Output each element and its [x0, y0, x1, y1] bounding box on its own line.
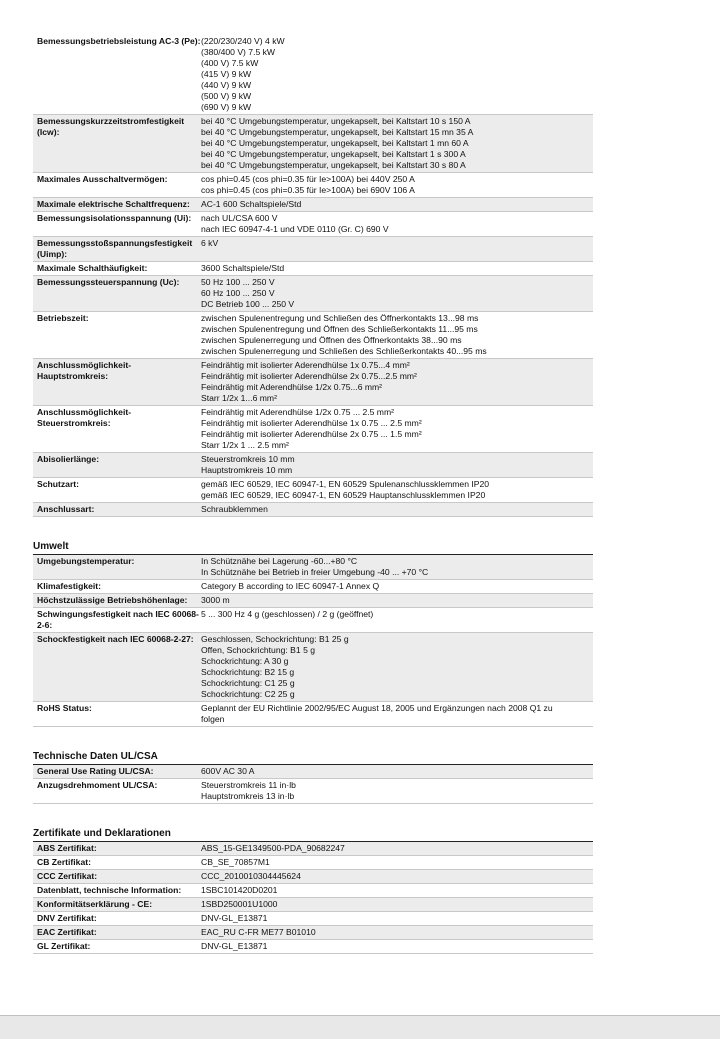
row-label: ABS Zertifikat:: [37, 843, 97, 853]
table-row: [33, 898, 593, 912]
value-line: (380/400 V) 7.5 kW: [201, 47, 276, 57]
table-row: [33, 779, 593, 804]
section-title: Zertifikate und Deklarationen: [33, 828, 593, 842]
section-title: Umwelt: [33, 541, 593, 555]
value-line: bei 40 °C Umgebungstemperatur, ungekapselt, bei Kaltstart 10 s 150 A: [201, 116, 471, 126]
value-line: (500 V) 9 kW: [201, 91, 252, 101]
value-line: bei 40 °C Umgebungstemperatur, ungekapselt, bei Kaltstart 1 mn 60 A: [201, 138, 469, 148]
value-line: DNV-GL_E13871: [201, 941, 268, 951]
value-line: 3600 Schaltspiele/Std: [201, 263, 285, 273]
row-value: [201, 115, 593, 172]
row-value: [201, 870, 593, 883]
table-row: [33, 173, 593, 198]
value-line: In Schütznähe bei Betrieb in freier Umgebung -40 ... +70 °C: [201, 567, 429, 577]
value-line: ABS_15-GE1349500-PDA_90682247: [201, 843, 345, 853]
row-label: Bemessungsbetriebsleistung AC-3 (Pe):: [37, 36, 201, 46]
value-line: Category B according to IEC 60947-1 Annex Q: [201, 581, 380, 591]
value-line: zwischen Spulenentregung und Öffnen des Schließerkontakts 11...95 ms: [201, 324, 478, 334]
value-line: Hauptstromkreis 10 mm: [201, 465, 293, 475]
row-value: [201, 262, 593, 275]
row-label: Schutzart:: [37, 479, 80, 489]
value-line: gemäß IEC 60529, IEC 60947-1, EN 60529 Hauptanschlussklemmen IP20: [201, 490, 486, 500]
table-row: [33, 237, 593, 262]
value-line: Offen, Schockrichtung: B1 5 g: [201, 645, 316, 655]
table-row: [33, 35, 593, 115]
value-line: CCC_2010010304445624: [201, 871, 301, 881]
row-value: [201, 884, 593, 897]
value-line: 50 Hz 100 ... 250 V: [201, 277, 275, 287]
value-line: folgen: [201, 714, 225, 724]
table-row: [33, 926, 593, 940]
row-value: [201, 212, 593, 236]
row-value: [201, 608, 593, 632]
value-line: 1SBC101420D0201: [201, 885, 278, 895]
value-line: bei 40 °C Umgebungstemperatur, ungekapselt, bei Kaltstart 15 mn 35 A: [201, 127, 474, 137]
row-value: [201, 503, 593, 516]
table-row: [33, 940, 593, 954]
value-line: (220/230/240 V) 4 kW: [201, 36, 285, 46]
row-value: [201, 594, 593, 607]
value-line: Feindrähtig mit isolierter Aderendhülse 2x 0.75...2.5 mm²: [201, 371, 417, 381]
row-value: [201, 276, 593, 311]
value-line: In Schütznähe bei Lagerung -60...+80 °C: [201, 556, 358, 566]
value-line: zwischen Spulenentregung und Schließen des Öffnerkontakts 13...98 ms: [201, 313, 479, 323]
value-line: 5 ... 300 Hz 4 g (geschlossen) / 2 g (geöffnet): [201, 609, 374, 619]
value-line: (440 V) 9 kW: [201, 80, 252, 90]
table-row: [33, 312, 593, 359]
table-row: [33, 262, 593, 276]
value-line: AC-1 600 Schaltspiele/Std: [201, 199, 302, 209]
value-line: Starr 1/2x 1...6 mm²: [201, 393, 277, 403]
table-row: [33, 115, 593, 173]
table-row: [33, 856, 593, 870]
value-line: bei 40 °C Umgebungstemperatur, ungekapselt, bei Kaltstart 30 s 80 A: [201, 160, 466, 170]
row-label: Schwingungsfestigkeit nach IEC 60068-2-6:: [37, 609, 199, 630]
row-value: [201, 912, 593, 925]
row-label: Abisolierlänge:: [37, 454, 100, 464]
row-label: Maximale Schalthäufigkeit:: [37, 263, 148, 273]
row-label: CB Zertifikat:: [37, 857, 91, 867]
row-value: [201, 237, 593, 261]
row-label: Schockfestigkeit nach IEC 60068-2-27:: [37, 634, 194, 644]
row-label: Bemessungsstoßspannungsfestigkeit (Uimp):: [37, 238, 193, 259]
row-label: Anzugsdrehmoment UL/CSA:: [37, 780, 158, 790]
row-label: Bemessungskurzzeitstromfestigkeit (Icw):: [37, 116, 185, 137]
table-row: [33, 503, 593, 517]
row-value: [201, 856, 593, 869]
value-line: Steuerstromkreis 10 mm: [201, 454, 295, 464]
value-line: 3000 m: [201, 595, 230, 605]
row-value: [201, 453, 593, 477]
table-row: [33, 594, 593, 608]
value-line: Feindrähtig mit Aderendhülse 1/2x 0.75...6 mm²: [201, 382, 383, 392]
table-row: [33, 359, 593, 406]
row-label: Umgebungstemperatur:: [37, 556, 135, 566]
row-value: [201, 35, 593, 114]
value-line: Schockrichtung: A 30 g: [201, 656, 289, 666]
value-line: DNV-GL_E13871: [201, 913, 268, 923]
value-line: Schraubklemmen: [201, 504, 268, 514]
row-label: Bemessungssteuerspannung (Uc):: [37, 277, 180, 287]
row-label: Höchstzulässige Betriebshöhenlage:: [37, 595, 188, 605]
table-row: [33, 580, 593, 594]
row-value: [201, 478, 593, 502]
value-line: cos phi=0.45 (cos phi=0.35 für Ie>100A) bei 690V 106 A: [201, 185, 415, 195]
row-value: [201, 580, 593, 593]
row-value: [201, 926, 593, 939]
row-label: GL Zertifikat:: [37, 941, 91, 951]
row-label: Bemessungsisolationsspannung (Ui):: [37, 213, 192, 223]
value-line: Feindrähtig mit isolierter Aderendhülse 2x 0.75 ... 1.5 mm²: [201, 429, 422, 439]
table-row: [33, 276, 593, 312]
row-value: [201, 940, 593, 953]
table-row: [33, 212, 593, 237]
row-value: [201, 765, 593, 778]
value-line: Starr 1/2x 1 ... 2.5 mm²: [201, 440, 289, 450]
value-line: zwischen Spulenerregung und Schließen des Schließerkontakts 40...95 ms: [201, 346, 487, 356]
row-label: Konformitätserklärung - CE:: [37, 899, 153, 909]
datasheet-content: [33, 35, 593, 954]
table-row: [33, 555, 593, 580]
value-line: cos phi=0.45 (cos phi=0.35 für Ie>100A) bei 440V 250 A: [201, 174, 415, 184]
row-value: [201, 842, 593, 855]
row-value: [201, 555, 593, 579]
value-line: Feindrähtig mit isolierter Aderendhülse 1x 0.75...4 mm²: [201, 360, 410, 370]
section-title: Technische Daten UL/CSA: [33, 751, 593, 765]
page-bottom-bar: [0, 1015, 720, 1039]
value-line: EAC_RU C-FR ME77 B01010: [201, 927, 316, 937]
table-row: [33, 912, 593, 926]
row-value: [201, 898, 593, 911]
value-line: 60 Hz 100 ... 250 V: [201, 288, 275, 298]
row-value: [201, 173, 593, 197]
table-row: [33, 406, 593, 453]
value-line: Schockrichtung: B2 15 g: [201, 667, 295, 677]
table-row: [33, 608, 593, 633]
row-label: Anschlussmöglichkeit-Hauptstromkreis:: [37, 360, 132, 381]
value-line: nach IEC 60947-4-1 und VDE 0110 (Gr. C) 690 V: [201, 224, 389, 234]
value-line: zwischen Spulenerregung und Öffnen des Öffnerkontakts 38...90 ms: [201, 335, 462, 345]
value-line: Steuerstromkreis 11 in·lb: [201, 780, 296, 790]
row-label: General Use Rating UL/CSA:: [37, 766, 154, 776]
row-label: Anschlussart:: [37, 504, 95, 514]
row-label: Maximales Ausschaltvermögen:: [37, 174, 168, 184]
value-line: CB_SE_70857M1: [201, 857, 270, 867]
value-line: 6 kV: [201, 238, 219, 248]
row-value: [201, 359, 593, 405]
table-row: [33, 633, 593, 702]
row-label: Betriebszeit:: [37, 313, 89, 323]
row-label: DNV Zertifikat:: [37, 913, 97, 923]
table-row: [33, 478, 593, 503]
value-line: Hauptstromkreis 13 in·lb: [201, 791, 295, 801]
value-line: gemäß IEC 60529, IEC 60947-1, EN 60529 Spulenanschlussklemmen IP20: [201, 479, 490, 489]
table-row: [33, 702, 593, 727]
row-label: Datenblatt, technische Information:: [37, 885, 182, 895]
value-line: Feindrähtig mit isolierter Aderendhülse 1x 0.75 ... 2.5 mm²: [201, 418, 422, 428]
value-line: bei 40 °C Umgebungstemperatur, ungekapselt, bei Kaltstart 1 s 300 A: [201, 149, 466, 159]
value-line: Geplannt der EU Richtlinie 2002/95/EC August 18, 2005 und Ergänzungen nach 2008 Q1 zu: [201, 703, 553, 713]
value-line: Schockrichtung: C2 25 g: [201, 689, 295, 699]
row-label: Maximale elektrische Schaltfrequenz:: [37, 199, 190, 209]
value-line: Schockrichtung: C1 25 g: [201, 678, 295, 688]
row-value: [201, 779, 593, 803]
value-line: nach UL/CSA 600 V: [201, 213, 278, 223]
row-value: [201, 702, 593, 726]
value-line: 1SBD250001U1000: [201, 899, 278, 909]
value-line: DC Betrieb 100 ... 250 V: [201, 299, 295, 309]
value-line: (690 V) 9 kW: [201, 102, 252, 112]
row-label: Klimafestigkeit:: [37, 581, 101, 591]
value-line: Geschlossen, Schockrichtung: B1 25 g: [201, 634, 349, 644]
row-label: RoHS Status:: [37, 703, 92, 713]
table-row: [33, 198, 593, 212]
table-row: [33, 870, 593, 884]
table-row: [33, 884, 593, 898]
row-value: [201, 198, 593, 211]
row-label: EAC Zertifikat:: [37, 927, 97, 937]
row-label: Anschlussmöglichkeit-Steuerstromkreis:: [37, 407, 132, 428]
value-line: Feindrähtig mit Aderendhülse 1/2x 0.75 ... 2.5 mm²: [201, 407, 394, 417]
value-line: (415 V) 9 kW: [201, 69, 252, 79]
value-line: (400 V) 7.5 kW: [201, 58, 259, 68]
table-row: [33, 842, 593, 856]
table-row: [33, 453, 593, 478]
row-value: [201, 406, 593, 452]
row-label: CCC Zertifikat:: [37, 871, 98, 881]
row-value: [201, 312, 593, 358]
row-value: [201, 633, 593, 701]
table-row: [33, 765, 593, 779]
value-line: 600V AC 30 A: [201, 766, 255, 776]
